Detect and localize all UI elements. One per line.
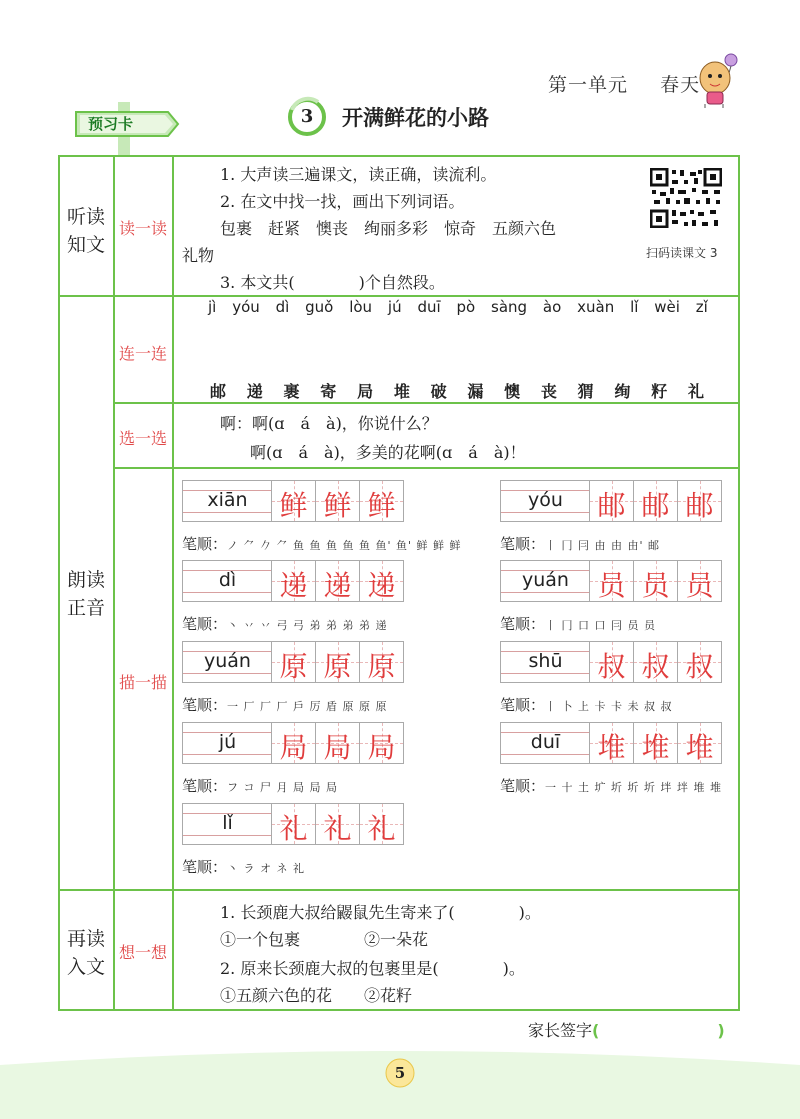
qr-caption: 扫码读课文 3 xyxy=(646,246,718,260)
tian-cell[interactable] xyxy=(589,560,634,602)
pinyin-text: yuán xyxy=(204,650,251,672)
trace-character: 员 xyxy=(597,569,626,602)
stroke-order-label: 笔顺： xyxy=(182,535,228,553)
stroke-sequence: ノ ⺈ 𠂊 ⺈ 鱼 鱼 鱼 鱼 鱼 鱼' 鱼' 鲜 鲜 鲜 xyxy=(227,539,462,552)
question-line: 1. 长颈鹿大叔给鼹鼠先生寄来了( )。 xyxy=(220,903,541,922)
pinyin-item[interactable]: ào xyxy=(542,298,562,316)
tian-cell[interactable] xyxy=(271,803,316,845)
trace-character: 邮 xyxy=(597,489,626,522)
tracing-grid xyxy=(182,641,404,685)
pinyin-box xyxy=(182,641,272,683)
category-listen-read xyxy=(61,203,111,259)
hanzi-item[interactable]: 堆 xyxy=(393,382,410,401)
category-read-pronounce xyxy=(61,566,111,622)
col-divider xyxy=(113,157,115,1009)
trace-character: 堆 xyxy=(641,731,670,764)
stroke-order-label: 笔顺： xyxy=(182,615,228,633)
trace-character: 递 xyxy=(323,569,352,602)
pinyin-item[interactable]: lòu xyxy=(349,298,373,316)
pinyin-text: lǐ xyxy=(222,812,233,834)
category-line: 听读 xyxy=(66,206,105,228)
category-line: 朗读 xyxy=(66,569,105,591)
stroke-order xyxy=(500,613,656,634)
tian-cell[interactable] xyxy=(677,480,722,522)
hanzi-item[interactable]: 猬 xyxy=(577,382,594,401)
stroke-sequence: 丨 冂 口 口 冃 员 员 xyxy=(545,619,656,632)
pinyin-item[interactable]: jì xyxy=(208,298,217,316)
choice-line[interactable]: 啊(ɑ á à)，多美的花啊(ɑ á à)！ xyxy=(250,443,526,462)
row-divider xyxy=(60,295,738,297)
stroke-sequence: 一 厂 厂 厂 戶 厉 盾 原 原 原 xyxy=(227,700,388,713)
hanzi-item[interactable]: 破 xyxy=(430,382,447,401)
tian-cell[interactable] xyxy=(315,560,360,602)
pinyin-text: duī xyxy=(530,731,561,753)
stroke-sequence: 丶 ラ オ ネ 礼 xyxy=(227,862,306,875)
tian-cell[interactable] xyxy=(315,641,360,683)
trace-character: 叔 xyxy=(641,650,670,683)
trace-character: 原 xyxy=(323,650,352,683)
tian-cell[interactable] xyxy=(271,722,316,764)
tian-cell[interactable] xyxy=(359,722,404,764)
lesson-title: 开满鲜花的小路 xyxy=(342,106,489,130)
stroke-sequence: 丨 卜 上 卡 卡 未 叔 叔 xyxy=(545,700,673,713)
hanzi-row xyxy=(210,379,704,402)
pinyin-item[interactable]: xuàn xyxy=(577,298,615,316)
subcategory-match: 连一连 xyxy=(118,344,167,363)
pinyin-row xyxy=(208,298,708,316)
option-line[interactable]: ①五颜六色的花 ②花籽 xyxy=(220,986,413,1005)
tian-cell[interactable] xyxy=(315,480,360,522)
trace-character: 局 xyxy=(367,731,396,764)
tian-cell[interactable] xyxy=(359,480,404,522)
unit-heading xyxy=(548,70,700,97)
trace-character: 邮 xyxy=(641,489,670,522)
pinyin-item[interactable]: pò xyxy=(456,298,476,316)
page-number: 5 xyxy=(394,1064,406,1082)
stroke-order-label: 笔顺： xyxy=(500,615,546,633)
tian-cell[interactable] xyxy=(315,803,360,845)
tian-cell[interactable] xyxy=(589,641,634,683)
stroke-order-label: 笔顺： xyxy=(500,535,546,553)
subcategory-trace: 描一描 xyxy=(118,673,167,692)
tian-cell[interactable] xyxy=(271,560,316,602)
hanzi-item[interactable]: 邮 xyxy=(210,382,227,401)
stroke-order-label: 笔顺： xyxy=(500,696,546,714)
stroke-order xyxy=(500,533,660,554)
pinyin-box xyxy=(182,560,272,602)
stroke-sequence: 一 十 土 圹 圻 圻 圻 坢 坢 堆 堆 xyxy=(545,781,722,794)
trace-character: 鲜 xyxy=(367,489,396,522)
trace-character: 堆 xyxy=(597,731,626,764)
trace-character: 递 xyxy=(279,569,308,602)
tracing-grid xyxy=(500,560,722,604)
pinyin-text: yuán xyxy=(522,569,569,591)
trace-character: 员 xyxy=(641,569,670,602)
category-line: 再读 xyxy=(66,928,105,950)
stroke-order xyxy=(182,775,338,796)
badge-label: 预习卡 xyxy=(88,115,134,133)
stroke-order xyxy=(500,694,673,715)
tracing-grid xyxy=(500,480,722,524)
choice-line[interactable]: 啊：啊(ɑ á à)，你说什么？ xyxy=(220,414,438,433)
trace-character: 礼 xyxy=(323,812,352,845)
stroke-order-label: 笔顺： xyxy=(182,696,228,714)
pinyin-box xyxy=(500,480,590,522)
pinyin-text: dì xyxy=(218,569,237,591)
tian-cell[interactable] xyxy=(359,641,404,683)
word-list: 礼物 xyxy=(182,246,215,265)
subcategory-choose: 选一选 xyxy=(118,429,167,448)
hanzi-item[interactable]: 漏 xyxy=(467,382,484,401)
stroke-order-label: 笔顺： xyxy=(500,777,546,795)
instruction-line: 3. 本文共( )个自然段。 xyxy=(220,273,445,292)
stroke-order xyxy=(500,775,722,796)
pinyin-box xyxy=(500,722,590,764)
trace-character: 局 xyxy=(323,731,352,764)
trace-character: 礼 xyxy=(279,812,308,845)
pinyin-text: yóu xyxy=(528,489,563,511)
instruction-line: 2. 在文中找一找，画出下列词语。 xyxy=(220,192,465,211)
hanzi-item[interactable]: 局 xyxy=(357,382,374,401)
pinyin-box xyxy=(182,722,272,764)
stroke-order xyxy=(182,613,387,634)
subcategory-read: 读一读 xyxy=(118,219,167,238)
col-divider xyxy=(172,157,174,1009)
tian-cell[interactable] xyxy=(359,560,404,602)
tian-cell[interactable] xyxy=(359,803,404,845)
stroke-order-label: 笔顺： xyxy=(182,858,228,876)
tracing-grid xyxy=(500,641,722,685)
tian-cell[interactable] xyxy=(677,722,722,764)
tian-cell[interactable] xyxy=(589,722,634,764)
hanzi-item[interactable]: 礼 xyxy=(687,382,704,401)
pinyin-box xyxy=(500,641,590,683)
stroke-order xyxy=(182,533,462,554)
tian-cell[interactable] xyxy=(633,641,678,683)
pinyin-text: shū xyxy=(528,650,563,672)
option-line[interactable]: ①一个包裹 ②一朵花 xyxy=(220,930,429,949)
pinyin-item[interactable]: guǒ xyxy=(305,298,334,316)
category-line: 知文 xyxy=(66,234,105,256)
hanzi-item[interactable]: 懊 xyxy=(504,382,521,401)
tian-cell[interactable] xyxy=(633,560,678,602)
stroke-order xyxy=(182,694,387,715)
category-line: 正音 xyxy=(66,597,105,619)
pinyin-item[interactable]: wèi xyxy=(654,298,680,316)
mascot-icon xyxy=(693,52,743,108)
hanzi-item[interactable]: 绚 xyxy=(614,382,631,401)
lesson-number: 3 xyxy=(300,106,314,127)
pinyin-item[interactable]: yóu xyxy=(232,298,260,316)
trace-character: 递 xyxy=(367,569,396,602)
tracing-grid xyxy=(182,803,404,847)
pinyin-text: xiān xyxy=(207,489,248,511)
pinyin-box xyxy=(182,803,272,845)
trace-character: 局 xyxy=(279,731,308,764)
pinyin-item[interactable]: lǐ xyxy=(630,298,639,316)
instruction-line: 1. 大声读三遍课文，读正确，读流利。 xyxy=(220,165,497,184)
tracing-grid xyxy=(500,722,722,766)
row-divider xyxy=(113,467,738,469)
tian-cell[interactable] xyxy=(589,480,634,522)
paren-open: ( xyxy=(592,1021,600,1040)
tian-cell[interactable] xyxy=(315,722,360,764)
tian-cell[interactable] xyxy=(677,641,722,683)
pinyin-box xyxy=(500,560,590,602)
category-reread xyxy=(61,925,111,981)
tian-cell[interactable] xyxy=(677,560,722,602)
pinyin-item[interactable]: dì xyxy=(275,298,290,316)
trace-character: 堆 xyxy=(685,731,714,764)
parent-signature-label: 家长签字 xyxy=(528,1021,593,1040)
trace-character: 叔 xyxy=(597,650,626,683)
qr-code-icon[interactable] xyxy=(650,168,722,228)
parent-signature xyxy=(528,1018,725,1041)
stroke-sequence: フ コ 尸 月 局 局 局 xyxy=(227,781,338,794)
tian-cell[interactable] xyxy=(633,480,678,522)
tian-cell[interactable] xyxy=(633,722,678,764)
hanzi-item[interactable]: 寄 xyxy=(320,382,337,401)
unit-title: 春天 xyxy=(660,74,701,96)
hanzi-item[interactable]: 籽 xyxy=(651,382,668,401)
trace-character: 礼 xyxy=(367,812,396,845)
category-line: 入文 xyxy=(66,956,105,978)
subcategory-think: 想一想 xyxy=(118,943,167,962)
pinyin-item[interactable]: sàng xyxy=(491,298,528,316)
word-list: 包裹 赶紧 懊丧 绚丽多彩 惊奇 五颜六色 xyxy=(220,219,557,238)
tracing-grid xyxy=(182,560,404,604)
pinyin-box xyxy=(182,480,272,522)
tian-cell[interactable] xyxy=(271,641,316,683)
tracing-grid xyxy=(182,722,404,766)
trace-character: 邮 xyxy=(685,489,714,522)
unit-label: 第一单元 xyxy=(548,74,629,96)
pinyin-text: jú xyxy=(218,731,237,753)
trace-character: 原 xyxy=(367,650,396,683)
tracing-grid xyxy=(182,480,404,524)
pinyin-item[interactable]: jú xyxy=(387,298,402,316)
row-divider xyxy=(113,402,738,404)
question-line: 2. 原来长颈鹿大叔的包裹里是( )。 xyxy=(220,959,525,978)
hanzi-item[interactable]: 递 xyxy=(246,382,263,401)
trace-character: 叔 xyxy=(685,650,714,683)
trace-character: 员 xyxy=(685,569,714,602)
pinyin-item[interactable]: duī xyxy=(417,298,441,316)
hanzi-item[interactable]: 丧 xyxy=(540,382,557,401)
row-divider xyxy=(60,889,738,891)
stroke-order xyxy=(182,856,305,877)
pinyin-item[interactable]: zǐ xyxy=(695,298,708,316)
tian-cell[interactable] xyxy=(271,480,316,522)
trace-character: 鲜 xyxy=(323,489,352,522)
trace-character: 原 xyxy=(279,650,308,683)
paren-close: ) xyxy=(717,1021,725,1040)
stroke-sequence: 丨 冂 冃 由 由 由' 邮 xyxy=(545,539,661,552)
stroke-order-label: 笔顺： xyxy=(182,777,228,795)
stroke-sequence: 丶 丷 丷 弓 弓 弟 弟 弟 弟 递 xyxy=(227,619,388,632)
hanzi-item[interactable]: 裹 xyxy=(283,382,300,401)
trace-character: 鲜 xyxy=(279,489,308,522)
